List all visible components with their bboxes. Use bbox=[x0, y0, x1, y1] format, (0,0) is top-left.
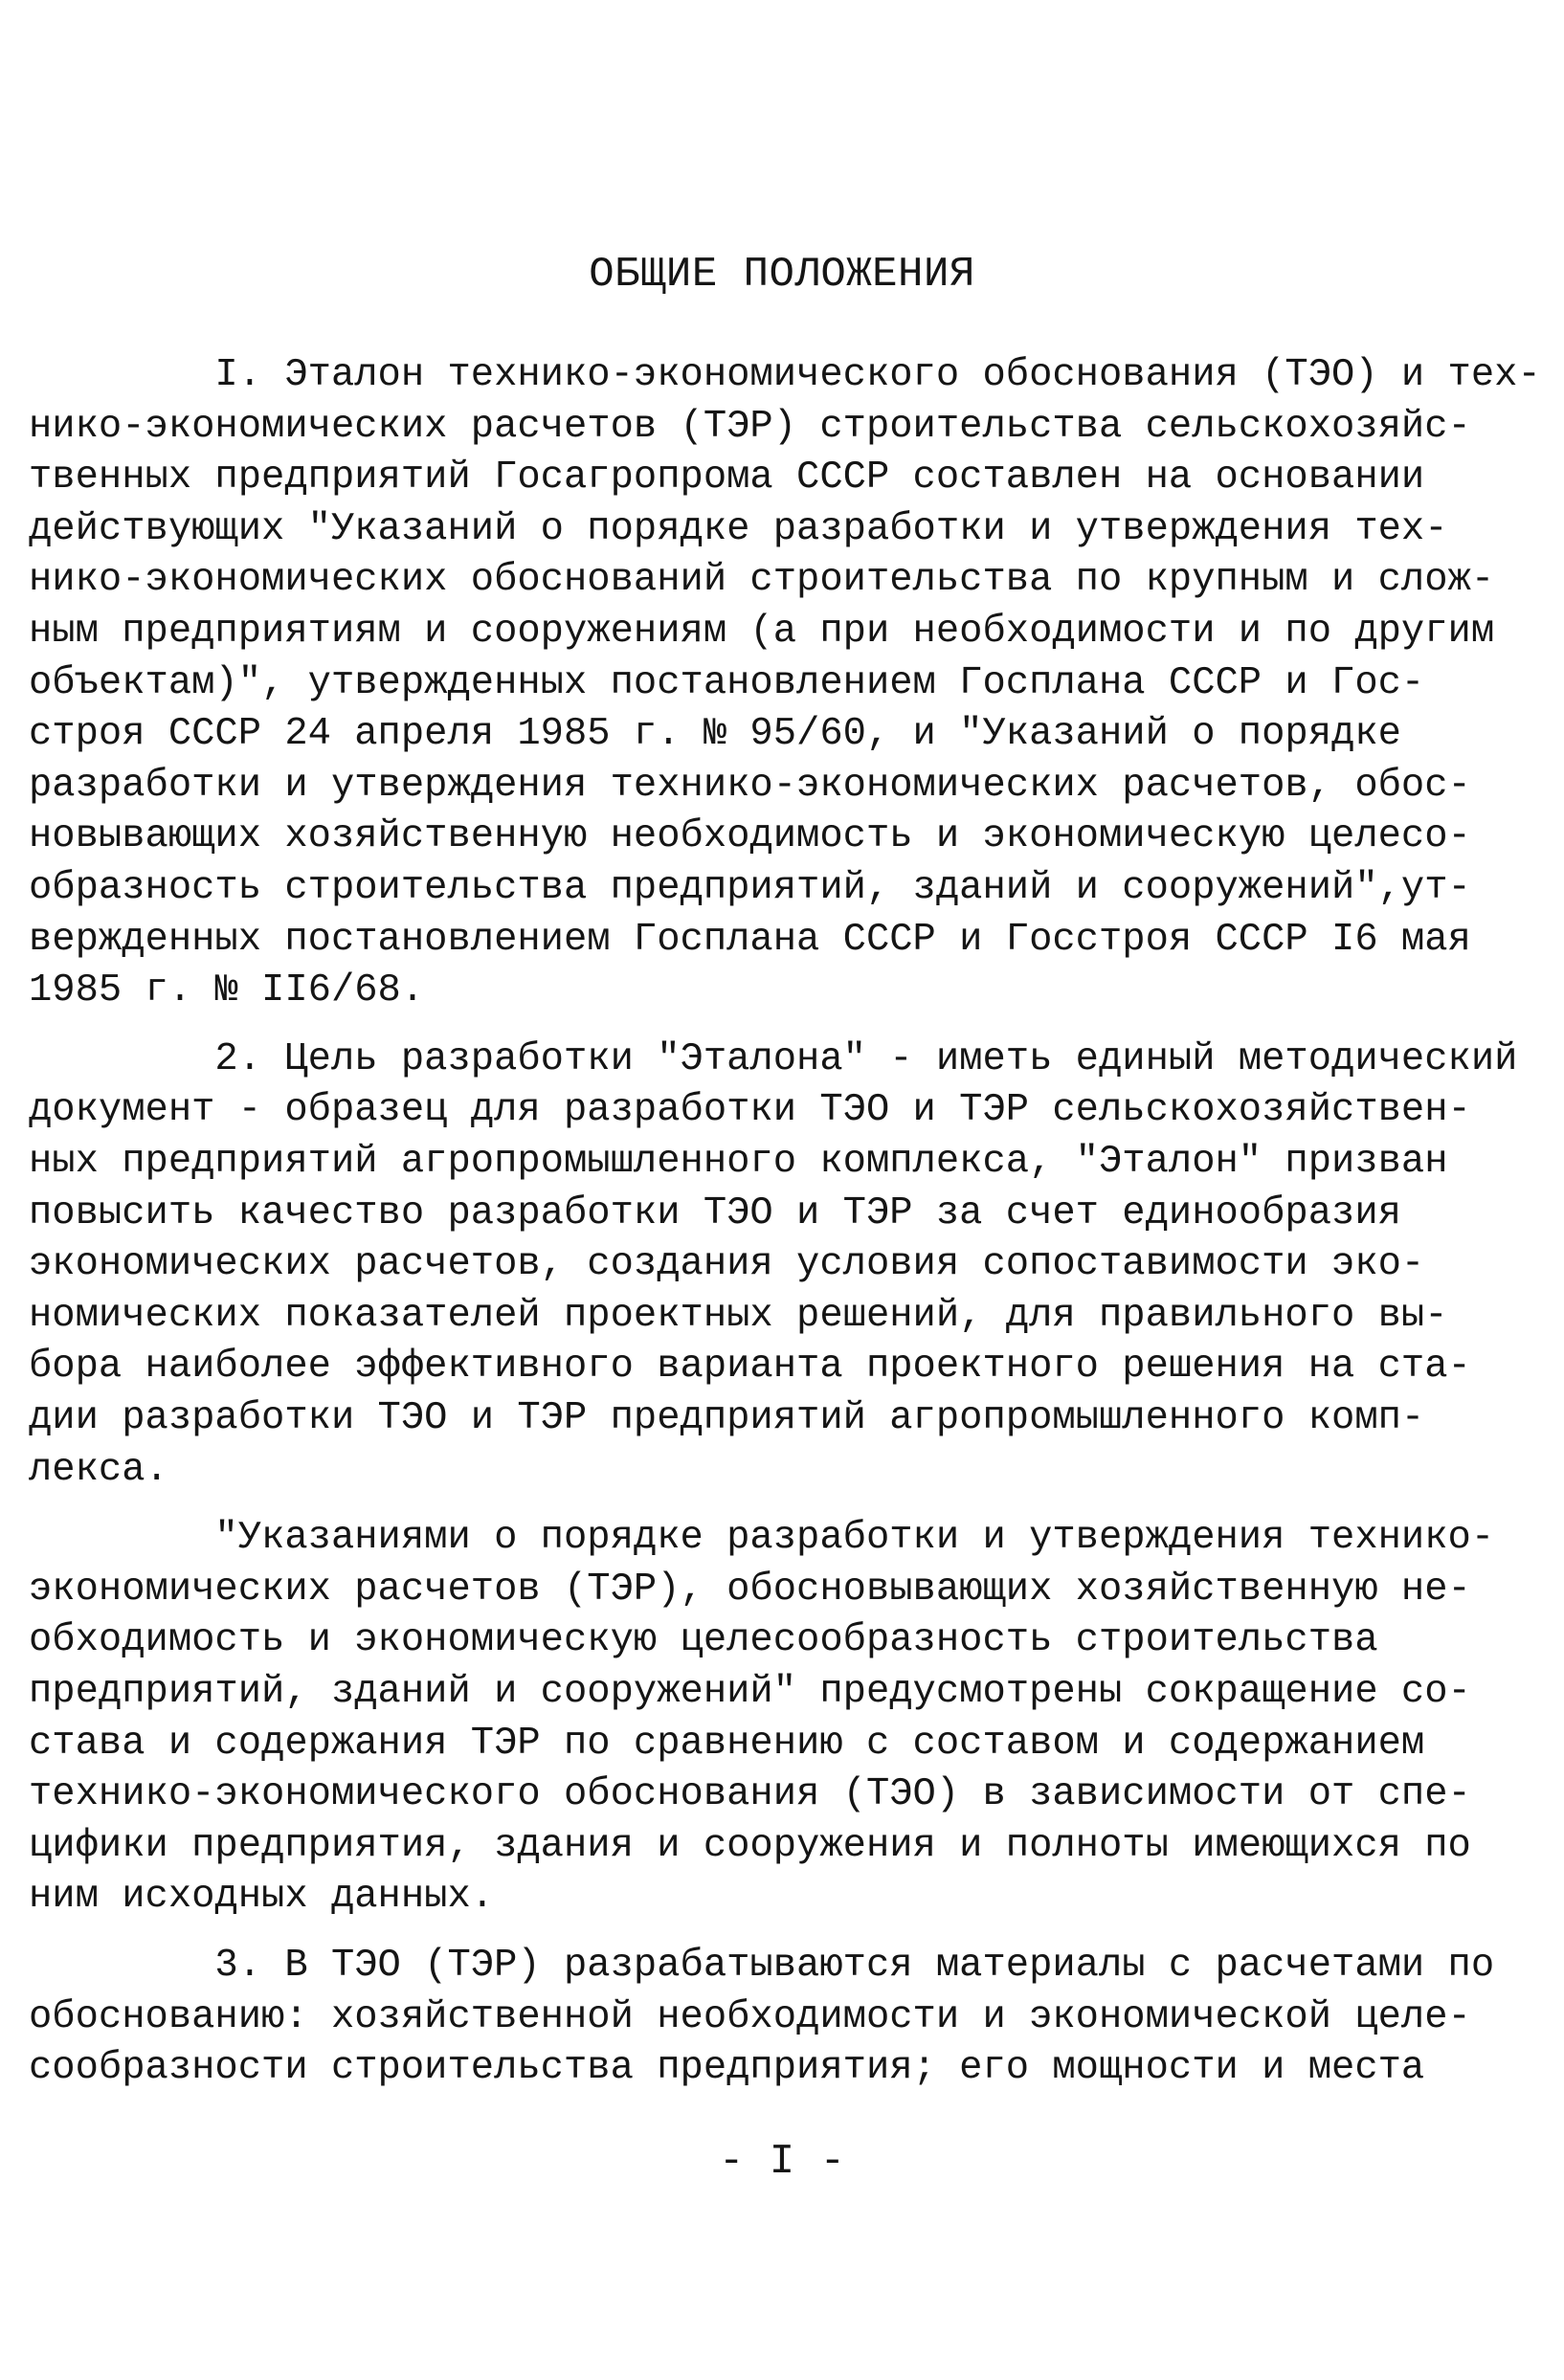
text-line: экономических расчетов (ТЭР), обосновывающих хозяйственную не- bbox=[29, 1568, 1471, 1612]
text-line: нико-экономических расчетов (ТЭР) строительства сельскохозяйс- bbox=[29, 405, 1471, 449]
text-line: бора наиболее эффективного варианта проектного решения на ста- bbox=[29, 1345, 1471, 1389]
text-line: сообразности строительства предприятия; его мощности и места bbox=[29, 2046, 1425, 2090]
text-line: нико-экономических обоснований строительства по крупным и слож- bbox=[29, 558, 1495, 602]
section-title: ОБЩИЕ ПОЛОЖЕНИЯ bbox=[589, 251, 975, 299]
text-line: "Указаниями о порядке разработки и утверждения технико- bbox=[29, 1516, 1495, 1560]
text-line: экономических расчетов, создания условия сопоставимости эко- bbox=[29, 1242, 1425, 1286]
text-line: 3. В ТЭО (ТЭР) разрабатываются материалы с расчетами по bbox=[29, 1944, 1495, 1988]
text-line: I. Эталон технико-экономического обоснования (ТЭО) и тех- bbox=[29, 353, 1541, 397]
text-line: действующих "Указаний о порядке разработки и утверждения тех- bbox=[29, 507, 1448, 551]
text-line: лекса. bbox=[29, 1448, 168, 1492]
text-line: разработки и утверждения технико-экономических расчетов, обос- bbox=[29, 764, 1471, 808]
text-line: обходимость и экономическую целесообразность строительства bbox=[29, 1618, 1378, 1662]
text-line: става и содержания ТЭР по сравнению с составом и содержанием bbox=[29, 1722, 1425, 1766]
text-line: вержденных постановлением Госплана СССР и Госстроя СССР I6 мая bbox=[29, 918, 1471, 962]
text-line: твенных предприятий Госагропрома СССР составлен на основании bbox=[29, 456, 1425, 500]
text-line: объектам)", утвержденных постановлением Госплана СССР и Гос- bbox=[29, 661, 1425, 705]
text-line: цифики предприятия, здания и сооружения и полноты имеющихся по bbox=[29, 1824, 1471, 1868]
text-line: ных предприятий агропромышленного комплекса, "Эталон" призван bbox=[29, 1140, 1448, 1184]
text-line: номических показателей проектных решений, для правильного вы- bbox=[29, 1294, 1448, 1338]
text-line: обоснованию: хозяйственной необходимости и экономической целе- bbox=[29, 1995, 1471, 2039]
text-line: новывающих хозяйственную необходимость и экономическую целесо- bbox=[29, 814, 1471, 858]
text-line: 2. Цель разработки "Эталона" - иметь единый методический bbox=[29, 1037, 1518, 1081]
text-line: ним исходных данных. bbox=[29, 1875, 495, 1919]
text-line: строя СССР 24 апреля 1985 г. № 95/60, и "Указаний о порядке bbox=[29, 712, 1401, 756]
text-line: технико-экономического обоснования (ТЭО) в зависимости от спе- bbox=[29, 1772, 1471, 1816]
page-number: - I - bbox=[718, 2138, 846, 2186]
text-line: 1985 г. № II6/68. bbox=[29, 968, 425, 1012]
text-line: дии разработки ТЭО и ТЭР предприятий агропромышленного комп- bbox=[29, 1396, 1425, 1440]
text-line: образность строительства предприятий, зданий и сооружений",ут- bbox=[29, 866, 1471, 910]
text-line: документ - образец для разработки ТЭО и ТЭР сельскохозяйствен- bbox=[29, 1088, 1471, 1132]
text-line: повысить качество разработки ТЭО и ТЭР за счет единообразия bbox=[29, 1191, 1401, 1235]
text-line: предприятий, зданий и сооружений" предусмотрены сокращение со- bbox=[29, 1670, 1471, 1714]
text-line: ным предприятиям и сооружениям (а при необходимости и по другим bbox=[29, 610, 1495, 654]
